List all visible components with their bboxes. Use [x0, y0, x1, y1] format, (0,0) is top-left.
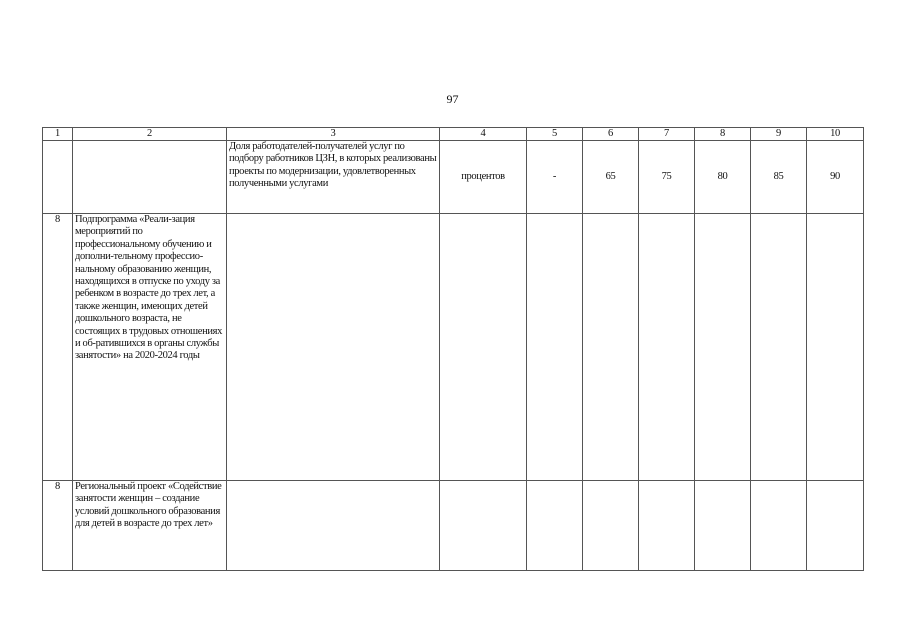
row-number-cell: 8: [43, 214, 73, 481]
page-number: 97: [446, 92, 459, 106]
column-header: 9: [751, 128, 807, 141]
table-row: [43, 141, 864, 214]
value-cell: [527, 214, 583, 481]
value-cell: [639, 214, 695, 481]
value-cell: 90: [807, 141, 864, 214]
value-cell: [807, 214, 864, 481]
table-row: [43, 481, 864, 571]
value-cell: -: [527, 141, 583, 214]
column-header: 1: [43, 128, 73, 141]
column-header: 10: [807, 128, 864, 141]
unit-cell: процентов: [440, 141, 527, 214]
indicator-name-cell: [227, 481, 440, 571]
column-header: 2: [73, 128, 227, 141]
indicators-table: [42, 127, 864, 571]
value-cell: [639, 481, 695, 571]
column-header: 6: [583, 128, 639, 141]
value-cell: 80: [695, 141, 751, 214]
column-header: 4: [440, 128, 527, 141]
column-header: 7: [639, 128, 695, 141]
value-cell: [695, 481, 751, 571]
value-cell: [807, 481, 864, 571]
value-cell: [527, 481, 583, 571]
value-cell: [583, 481, 639, 571]
program-name-cell: Региональный проект «Содействие занятости женщин – создание условий дошкольного образования для детей в возрасте до трех лет»: [73, 481, 227, 571]
table-header-row: [43, 128, 864, 141]
value-cell: [583, 214, 639, 481]
value-cell: [751, 481, 807, 571]
indicator-name-cell: Доля работодателей-получателей услуг по подбору работников ЦЗН, в которых реализованы проекты по модернизации, удовлетворенных полученными услугами: [227, 141, 440, 214]
value-cell: [695, 214, 751, 481]
program-name-cell: Подпрограмма «Реали-зация мероприятий по профессиональному обучению и дополни-тельному профессио-нальному образованию женщин, находящихся в отпуске по уходу за ребенком в возрасте до трех лет, а также женщин, имеющих детей дошкольного возраста, не состоящих в трудовых отношениях и об-ратившихся в органы службы занятости» на 2020-2024 годы: [73, 214, 227, 481]
value-cell: 75: [639, 141, 695, 214]
value-cell: [751, 214, 807, 481]
indicator-name-cell: [227, 214, 440, 481]
program-name-cell: [73, 141, 227, 214]
column-header: 3: [227, 128, 440, 141]
row-number-cell: [43, 141, 73, 214]
table-row: [43, 214, 864, 481]
value-cell: 65: [583, 141, 639, 214]
value-cell: 85: [751, 141, 807, 214]
row-number-cell: 8: [43, 481, 73, 571]
unit-cell: [440, 214, 527, 481]
unit-cell: [440, 481, 527, 571]
column-header: 5: [527, 128, 583, 141]
column-header: 8: [695, 128, 751, 141]
